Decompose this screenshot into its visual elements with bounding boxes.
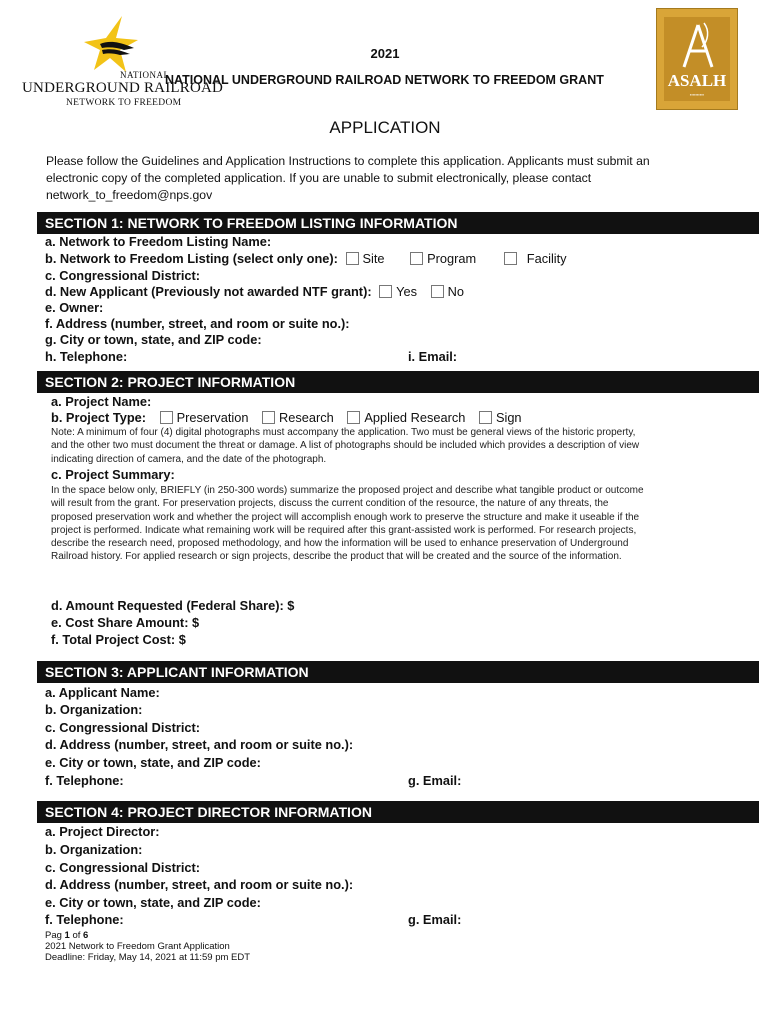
type-preservation-option[interactable]: Preservation [160,410,249,425]
applicant-district-field[interactable]: c. Congressional District: [45,720,201,735]
intro-line: electronic copy of the completed application. If you are unable to submit electronically, please contact [46,171,592,185]
new-applicant-label: d. New Applicant (Previously not awarded NTF grant): [45,284,372,299]
project-summary-input[interactable] [51,566,731,596]
checkbox[interactable] [160,411,173,424]
director-district-field[interactable]: c. Congressional District: [45,860,201,875]
asalh-name: ASALH [667,71,727,90]
listing-facility-option[interactable]: Facility [504,251,567,266]
director-organization-field[interactable]: b. Organization: [45,842,143,857]
city-state-zip-field[interactable]: g. City or town, state, and ZIP code: [45,332,262,347]
type-sign-option[interactable]: Sign [479,410,522,425]
type-research-option[interactable]: Research [262,410,334,425]
section-3-header: SECTION 3: APPLICANT INFORMATION [37,661,759,683]
star-logo-icon [80,14,142,74]
summary-line: will result from the grant. For preservation projects, discuss the current condition of the resource, the nature of any threats, the [51,498,609,510]
applicant-address-field[interactable]: d. Address (number, street, and room or suite no.): [45,737,354,752]
note-line: Note: A minimum of four (4) digital photographs must accompany the application. Two must be general views of the historic property, [51,427,636,438]
applicant-city-field[interactable]: e. City or town, state, and ZIP code: [45,755,261,770]
email-field[interactable]: i. Email: [408,349,458,364]
address-field[interactable]: f. Address (number, street, and room or suite no.): [45,316,350,331]
listing-type-row [45,250,567,267]
section-4-header: SECTION 4: PROJECT DIRECTOR INFORMATION [37,801,759,823]
checkbox[interactable] [262,411,275,424]
section-2-header: SECTION 2: PROJECT INFORMATION [37,371,759,393]
checkbox[interactable] [431,285,444,298]
intro-text [46,153,726,204]
intro-line: Please follow the Guidelines and Application Instructions to complete this application. Applicants must submit an [46,154,650,168]
cost-share-field[interactable]: e. Cost Share Amount: $ [51,615,200,630]
project-summary-label: c. Project Summary: [51,467,175,482]
photo-note [51,426,731,466]
logo-line-underground: UNDERGROUND RAILROAD [22,80,224,96]
applicant-email-field[interactable]: g. Email: [408,773,462,788]
checkbox[interactable] [347,411,360,424]
checkbox[interactable] [504,252,517,265]
congressional-district-field[interactable]: c. Congressional District: [45,268,201,283]
applicant-telephone-field[interactable]: f. Telephone: [45,773,124,788]
type-applied-research-option[interactable]: Applied Research [347,410,465,425]
footer-deadline: Deadline: Friday, May 14, 2021 at 11:59 pm EDT [45,952,251,963]
summary-line: proposed preservation work and whether the project will accomplish enough work to preserve the structure and make it useable if the [51,511,640,523]
listing-name-field[interactable]: a. Network to Freedom Listing Name: [45,234,272,249]
project-type-row [51,409,522,426]
document-title: APPLICATION [329,118,441,137]
note-line: indicating direction of camera, and the date of the photograph. [51,453,327,465]
logo-line-national: NATIONAL [120,70,170,80]
year: 2021 [370,46,400,61]
listing-program-option[interactable]: Program [410,251,476,266]
new-applicant-no-option[interactable]: No [431,284,464,299]
director-city-field[interactable]: e. City or town, state, and ZIP code: [45,895,261,910]
listing-type-label: b. Network to Freedom Listing (select only one): [45,251,338,266]
checkbox[interactable] [379,285,392,298]
new-applicant-row [45,283,464,300]
summary-line: In the space below only, BRIEFLY (in 250-300 words) summarize the proposed project and describe what tangible product or outcome [51,485,644,496]
project-summary-instructions [51,484,731,564]
telephone-field[interactable]: h. Telephone: [45,349,128,364]
director-address-field[interactable]: d. Address (number, street, and room or suite no.): [45,877,354,892]
new-applicant-yes-option[interactable]: Yes [379,284,417,299]
page-number: Pag 1 of 6 [45,930,89,941]
grant-title: NATIONAL UNDERGROUND RAILROAD NETWORK TO FREEDOM GRANT [165,73,604,87]
listing-site-option[interactable]: Site [346,251,385,266]
footer-doc-name: 2021 Network to Freedom Grant Application [45,941,230,952]
applicant-organization-field[interactable]: b. Organization: [45,702,143,717]
amount-requested-field[interactable]: d. Amount Requested (Federal Share): $ [51,598,295,613]
checkbox[interactable] [346,252,359,265]
section-1-header: SECTION 1: NETWORK TO FREEDOM LISTING INFORMATION [37,212,759,234]
summary-line: project is performed. Indicate what remaining work will be required after this grant-assisted work is performed. For research projects, [51,524,637,536]
checkbox[interactable] [479,411,492,424]
total-cost-field[interactable]: f. Total Project Cost: $ [51,632,186,647]
owner-field[interactable]: e. Owner: [45,300,104,315]
applicant-name-field[interactable]: a. Applicant Name: [45,685,160,700]
project-type-label: b. Project Type: [51,410,147,425]
checkbox[interactable] [410,252,423,265]
logo-line-network: NETWORK TO FREEDOM [66,98,182,108]
summary-line: describe the research need, proposed methodology, and how the information will be used to enhance preservation of Underground [51,538,629,550]
contact-email-link[interactable]: network_to_freedom@nps.gov [46,188,213,202]
director-email-field[interactable]: g. Email: [408,912,462,927]
director-telephone-field[interactable]: f. Telephone: [45,912,124,927]
asalh-tagline-decor: ▪▪▪▪▪▪▪▪▪▪ [689,92,705,97]
page-footer [45,930,250,963]
note-line: and the other two must document the threat or damage. A list of photographs should be included which provides a description of view [51,440,640,452]
summary-line: Railroad history. For applied research or sign projects, describe the product that will be created and the source of the information. [51,551,622,563]
director-name-field[interactable]: a. Project Director: [45,824,160,839]
ntf-logo [22,14,224,108]
project-name-field[interactable]: a. Project Name: [51,394,152,409]
